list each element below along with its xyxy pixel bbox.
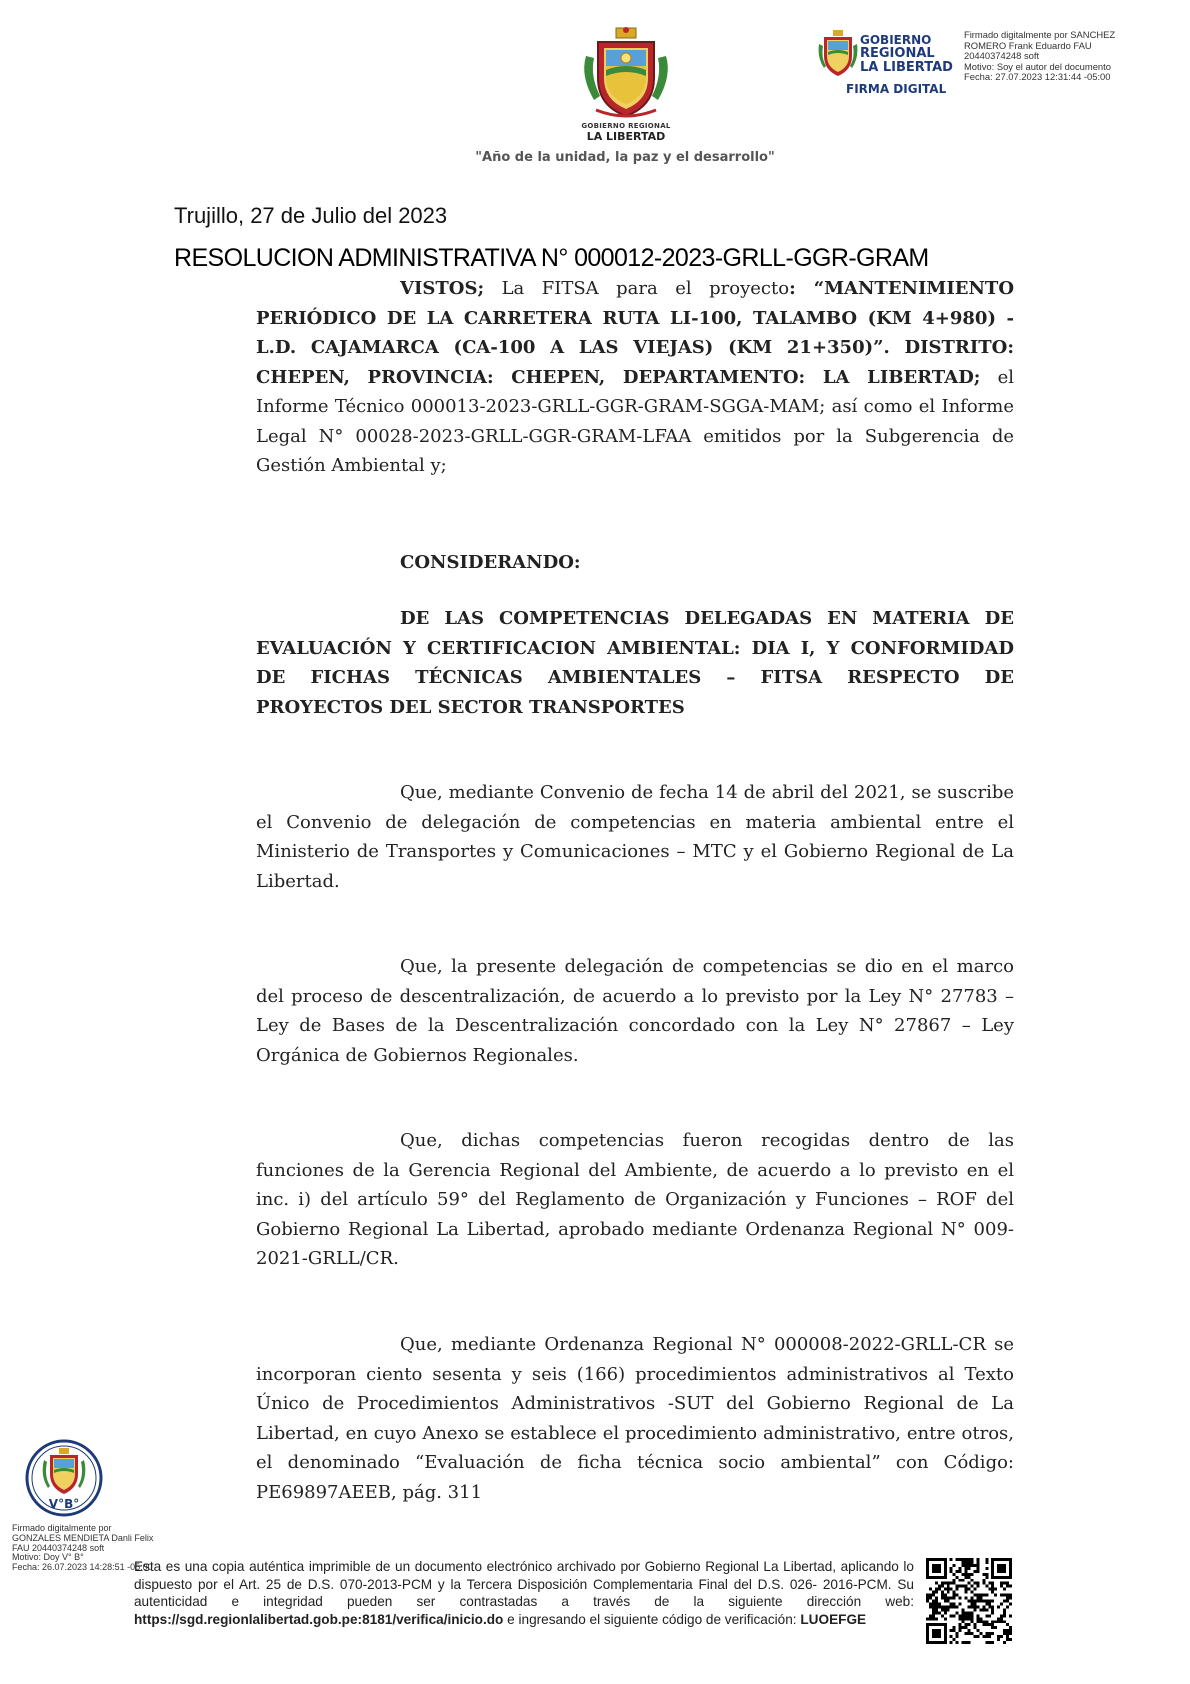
verification-url[interactable]: https://sgd.regionlalibertad.gob.pe:8181/verifica/inicio.do	[134, 1611, 504, 1627]
signature-line: ROMERO Frank Eduardo FAU	[964, 39, 1092, 51]
vobo-stamp	[24, 1438, 104, 1518]
signature-line: 20440374248 soft	[964, 50, 1040, 61]
body-paragraph-1: Que, mediante Convenio de fecha 14 de abril del 2021, se suscribe el Convenio de delegación de competencias en materia ambiental entre el Ministerio de Transportes y Comunicaciones – MTC y el Gobierno Regional de La Libertad.	[256, 782, 1014, 892]
qr-code[interactable]	[926, 1558, 1012, 1644]
regional-crest-logo	[576, 26, 676, 144]
year-motto: "Año de la unidad, la paz y el desarrollo"	[475, 150, 775, 165]
vistos-text1: La FITSA para el proyecto	[484, 278, 790, 299]
body-paragraph-4: Que, mediante Ordenanza Regional N° 000008-2022-GRLL-CR se incorporan ciento sesenta y seis (166) procedimientos administrativos al Texto Único de Procedimientos Administrativos -SUT del Gobierno Regional de La Libertad, en cuyo Anexo se establece el procedimiento administrativo, entre otros, el denominado “Evaluación de ficha técnica socio ambiental” con Código: PE69897AEEB, pág. 311	[256, 1334, 1014, 1503]
document-date: Trujillo, 27 de Julio del 2023	[174, 203, 448, 228]
firma-digital-logo	[818, 30, 958, 96]
authenticity-notice: Esta es una copia auténtica imprimible de un documento electrónico archivado por Gobierno Regional La Libertad, aplicando lo dispuesto por el Art. 25 de D.S. 070-2013-PCM y la Tercera Disposición Complementaria Final del D.S. 026- 2016-PCM. Su autenticidad e integridad pueden ser contrastadas a través de la siguiente dirección web: https://sgd.regionlalibertad.gob.pe:8181/verifica/inicio.do e ingresando el siguiente código de verificación: LUOEFGE	[134, 1559, 914, 1627]
signature-line: Fecha: 26.07.2023 14:28:51 -05:00	[12, 1562, 153, 1573]
crest-name-line2: LA LIBERTAD	[586, 130, 666, 143]
signature-line: FAU 20440374248 soft	[12, 1542, 105, 1553]
firma-digital-label: FIRMA DIGITAL	[846, 82, 947, 96]
body-paragraph-2: Que, la presente delegación de competencias se dio en el marco del proceso de descentralización, de acuerdo a lo previsto por la Ley N° 27783 – Ley de Bases de la Descentralización concordado con la Ley N° 27867 – Ley Orgánica de Gobiernos Regionales.	[256, 956, 1014, 1066]
vistos-paragraph	[256, 274, 1014, 481]
vistos-text2: el Informe Técnico 000013-2023-GRLL-GGR-GRAM-SGGA-MAM; así como el Informe Legal N° 00028-2023-GRLL-GGR-GRAM-LFAA emitidos por la Subgerencia de Gestión Ambiental y;	[256, 366, 1014, 476]
signature-line: Motivo: Doy V° B°	[12, 1552, 84, 1563]
firma-logo-line1: GOBIERNO	[860, 33, 932, 47]
verification-code: LUOEFGE	[800, 1611, 867, 1627]
firma-logo-line2: REGIONAL	[860, 46, 935, 61]
vistos-lead: VISTOS;	[400, 278, 485, 299]
firma-logo-line3: LA LIBERTAD	[860, 60, 953, 75]
signature-line: GONZALES MENDIETA Danli Felix	[12, 1532, 154, 1543]
body-paragraph-3: Que, dichas competencias fueron recogidas dentro de las funciones de la Gerencia Regional del Ambiente, de acuerdo a lo previsto en el inc. i) del artículo 59° del Reglamento de Organización y Funciones – ROF del Gobierno Regional La Libertad, aprobado mediante Ordenanza Regional N° 009-2021-GRLL/CR.	[256, 1130, 1014, 1269]
signature-line: Motivo: Soy el autor del documento	[964, 60, 1111, 72]
section-heading: DE LAS COMPETENCIAS DELEGADAS EN MATERIA DE EVALUACIÓN Y CERTIFICACION AMBIENTAL: DIA I, Y CONFORMIDAD DE FICHAS TÉCNICAS AMBIENTALES – FITSA RESPECTO DE PROYECTOS DEL SECTOR TRANSPORTES	[256, 608, 1014, 718]
vobo-label: V°B°	[48, 1497, 80, 1511]
signature-line: Firmado digitalmente por SANCHEZ	[964, 29, 1116, 40]
small-crest-icon	[818, 30, 858, 78]
crest-icon	[576, 26, 676, 122]
document-title: RESOLUCION ADMINISTRATIVA N° 000012-2023-GRLL-GGR-GRAM	[174, 244, 929, 272]
signature-line: Firmado digitalmente por	[12, 1523, 112, 1533]
signature-line: Fecha: 27.07.2023 12:31:44 -05:00	[964, 71, 1111, 82]
digital-signature-top	[964, 30, 1144, 83]
vistos-project: : “MANTENIMIENTO PERIÓDICO DE LA CARRETERA RUTA LI-100, TALAMBO (KM 4+980) - L.D. CAJAMARCA (CA-100 A LAS VIEJAS) (KM 21+350)”. DISTRITO: CHEPEN, PROVINCIA: CHEPEN, DEPARTAMENTO: LA LIBERTAD;	[256, 278, 1015, 388]
considerando-heading: CONSIDERANDO:	[400, 552, 581, 573]
crest-name-line1: GOBIERNO REGIONAL	[581, 122, 671, 130]
vobo-crest-icon	[24, 1438, 104, 1518]
qr-code-icon	[926, 1558, 1012, 1644]
